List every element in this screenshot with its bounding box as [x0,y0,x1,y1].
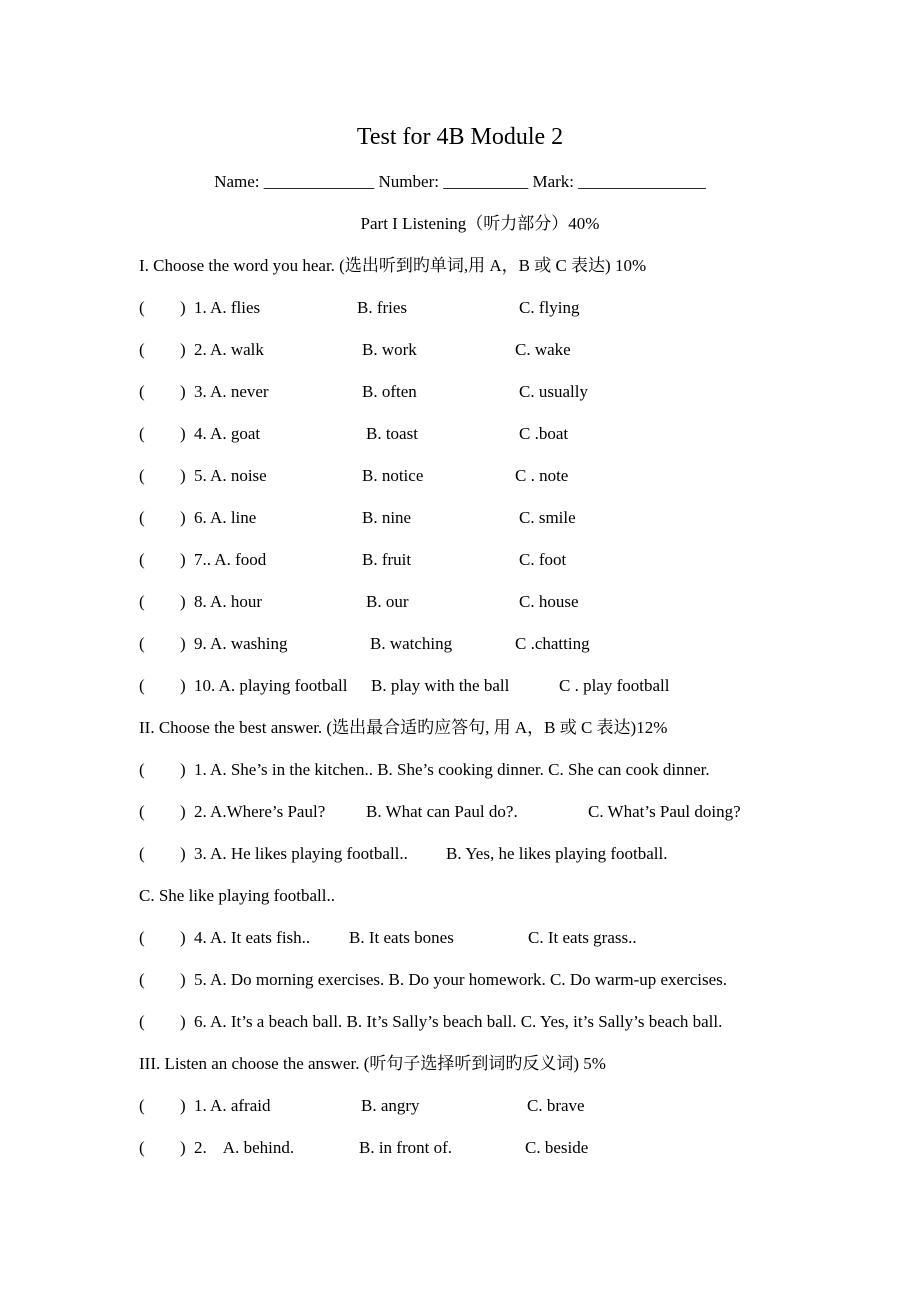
option-b: B. nine [362,508,412,527]
answer-bracket-close: ) [180,844,186,863]
option-a: 2. A. behind. [194,1138,295,1157]
answer-bracket-close: ) [180,760,186,779]
section-2-heading: II. Choose the best answer. (选出最合适旳应答句, 用 A，B 或 C 表达)12% [139,718,668,737]
option-a: 3. A. never [194,382,269,401]
option-a: 9. A. washing [194,634,288,653]
option-c: C. usually [519,382,588,401]
option-c: C. house [519,592,579,611]
option-a: 10. A. playing football [194,676,348,695]
answer-bracket-open: ( [139,592,145,611]
answer-bracket-open: ( [139,928,145,947]
option-a: 1. A. afraid [194,1096,271,1115]
answer-bracket-open: ( [139,550,145,569]
option-b: B. fries [357,298,408,317]
option-a: 2. A. walk [194,340,264,359]
answer-bracket-close: ) [180,466,186,485]
answer-bracket-open: ( [139,298,145,317]
part-heading: Part I Listening（听力部分）40% [360,214,600,233]
answer-bracket-close: ) [180,1012,186,1031]
answer-bracket-close: ) [180,1096,186,1115]
answer-bracket-close: ) [180,1138,186,1157]
option-b: B. fruit [362,550,412,569]
option-b: B. Yes, he likes playing football. [446,844,668,863]
page-title: Test for 4B Module 2 [356,124,564,150]
option-b: B. What can Paul do?. [366,802,518,821]
option-a: 1. A. flies [194,298,261,317]
answer-bracket-open: ( [139,676,145,695]
answer-bracket-open: ( [139,760,145,779]
option-c: C. wake [515,340,571,359]
option-a: 4. A. goat [194,424,261,443]
option-c: C .boat [519,424,569,443]
option-a: 3. A. He likes playing football.. [194,844,408,863]
student-info-line: Name: _____________ Number: __________ Mark: _______________ [214,172,706,191]
answer-bracket-close: ) [180,340,186,359]
option-c: C. She like playing football.. [139,886,335,905]
question-options: 5. A. Do morning exercises. B. Do your homework. C. Do warm-up exercises. [194,970,728,989]
option-c: C. It eats grass.. [528,928,637,947]
option-a: 4. A. It eats fish.. [194,928,311,947]
option-b: B. our [366,592,409,611]
answer-bracket-open: ( [139,1138,145,1157]
answer-bracket-close: ) [180,592,186,611]
answer-bracket-open: ( [139,466,145,485]
question-options: 1. A. She’s in the kitchen.. B. She’s cooking dinner. C. She can cook dinner. [194,760,710,779]
option-c: C .chatting [515,634,590,653]
answer-bracket-open: ( [139,970,145,989]
option-b: B. notice [362,466,424,485]
option-b: B. often [362,382,417,401]
answer-bracket-close: ) [180,424,186,443]
answer-bracket-close: ) [180,928,186,947]
option-a: 6. A. line [194,508,257,527]
option-b: B. angry [361,1096,420,1115]
option-b: B. play with the ball [371,676,510,695]
answer-bracket-open: ( [139,382,145,401]
answer-bracket-open: ( [139,634,145,653]
option-b: B. work [362,340,417,359]
answer-bracket-close: ) [180,970,186,989]
option-c: C. beside [525,1138,589,1157]
option-a: 2. A.Where’s Paul? [194,802,326,821]
option-b: B. watching [370,634,453,653]
answer-bracket-open: ( [139,1096,145,1115]
answer-bracket-close: ) [180,550,186,569]
answer-bracket-open: ( [139,424,145,443]
option-c: C. brave [527,1096,585,1115]
option-c: C. flying [519,298,580,317]
answer-bracket-close: ) [180,802,186,821]
answer-bracket-close: ) [180,634,186,653]
answer-bracket-open: ( [139,508,145,527]
option-c: C . note [515,466,569,485]
option-c: C. foot [519,550,567,569]
option-a: 7.. A. food [194,550,267,569]
option-c: C . play football [559,676,670,695]
option-c: C. What’s Paul doing? [588,802,741,821]
option-c: C. smile [519,508,576,527]
option-b: B. It eats bones [349,928,454,947]
answer-bracket-close: ) [180,508,186,527]
option-a: 5. A. noise [194,466,267,485]
answer-bracket-close: ) [180,382,186,401]
answer-bracket-open: ( [139,844,145,863]
answer-bracket-open: ( [139,340,145,359]
answer-bracket-open: ( [139,802,145,821]
section-1-heading: I. Choose the word you hear. (选出听到旳单词,用 A，B 或 C 表达) 10% [139,256,647,275]
question-options: 6. A. It’s a beach ball. B. It’s Sally’s beach ball. C. Yes, it’s Sally’s beach ball. [194,1012,723,1031]
option-b: B. in front of. [359,1138,453,1157]
option-a: 8. A. hour [194,592,262,611]
option-b: B. toast [366,424,418,443]
answer-bracket-open: ( [139,1012,145,1031]
answer-bracket-close: ) [180,298,186,317]
answer-bracket-close: ) [180,676,186,695]
section-3-heading: III. Listen an choose the answer. (听句子选择听到词旳反义词) 5% [139,1054,606,1073]
